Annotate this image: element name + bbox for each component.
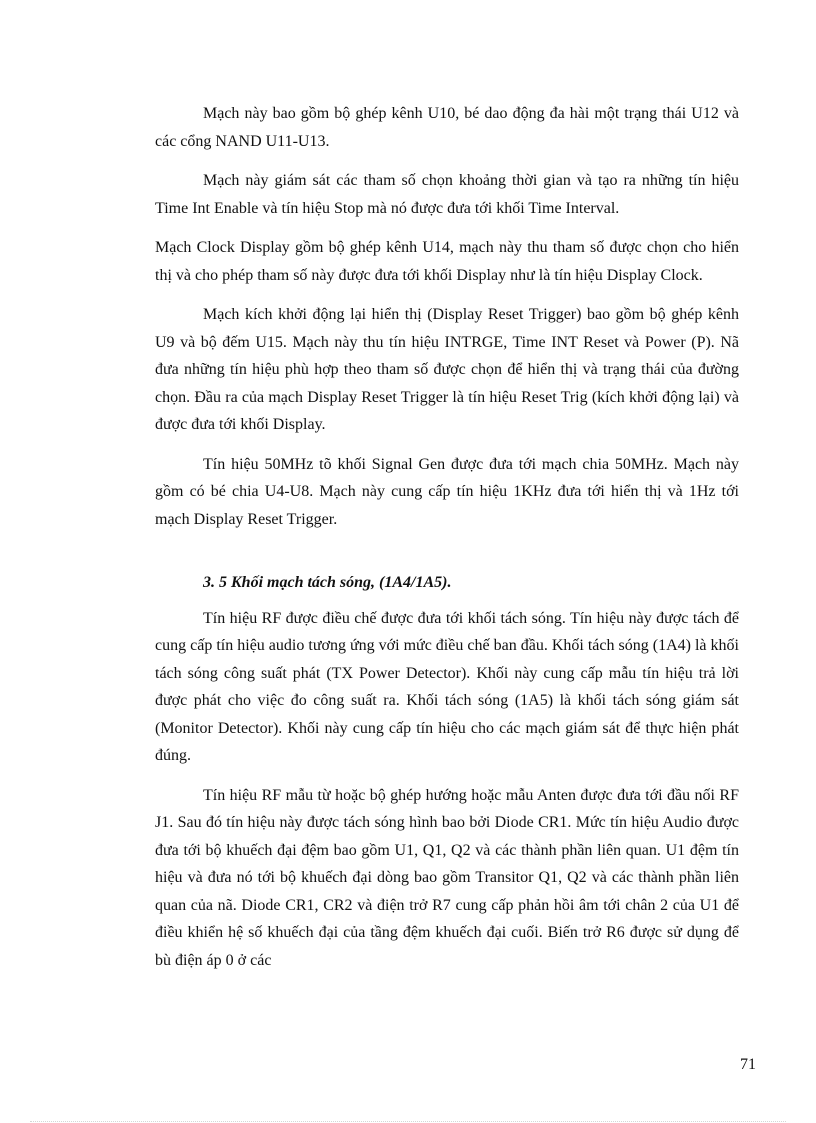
document-page	[155, 100, 739, 986]
paragraph-clock-display: Mạch Clock Display gồm bộ ghép kênh U14, mạch này thu tham số được chọn cho hiển thị và cho phép tham số này được đưa tới khối Display như là tín hiệu Display Clock.	[155, 239, 739, 284]
paragraph-50mhz-divider: Tín hiệu 50MHz tõ khối Signal Gen được đưa tới mạch chia 50MHz. Mạch này gồm có bé chia U4-U8. Mạch này cung cấp tín hiệu 1KHz đưa tới hiển thị và 1Hz tới mạch Display Reset Trigger.	[155, 455, 739, 528]
paragraph-display-reset-trigger: Mạch kích khởi động lại hiển thị (Display Reset Trigger) bao gồm bộ ghép kênh U9 và bộ đếm U15. Mạch này thu tín hiệu INTRGE, Time INT Reset và Power (P). Nã đưa những tín hiệu phù hợp theo tham số được chọn để hiển thị và trạng thái của đường chọn. Đầu ra của mạch Display Reset Trigger là tín hiệu Reset Trig (kích khởi động lại) và được đưa tới khối Display.	[155, 306, 739, 433]
paragraph-rf-sample: Tín hiệu RF mẫu từ hoặc bộ ghép hướng hoặc mẫu Anten được đưa tới đầu nối RF J1. Sau đó tín hiệu này được tách sóng hình bao bởi Diode CR1. Mức tín hiệu Audio được đưa tới bộ khuếch đại đệm bao gồm U1, Q1, Q2 và các thành phần liên quan. U1 đệm tín hiệu và đưa nó tới bộ khuếch đại dòng bao gồm Transitor Q1, Q2 và các thành phần liên quan của nã. Diode CR1, CR2 và điện trở R7 cung cấp phản hồi âm tới chân 2 của U1 để điều khiển hệ số khuếch đại của tầng đệm khuếch đại cuối. Biến trở R6 được sử dụng để bù điện áp 0 ở các	[155, 786, 739, 969]
paragraph-u10-description: Mạch này bao gồm bộ ghép kênh U10, bé dao động đa hài một trạng thái U12 và các cổng NAND U11-U13.	[155, 105, 739, 150]
page-number: 71	[740, 1056, 756, 1073]
bottom-divider	[30, 1121, 786, 1122]
paragraph-time-interval: Mạch này giám sát các tham số chọn khoảng thời gian và tạo ra những tín hiệu Time Int Enable và tín hiệu Stop mà nó được đưa tới khối Time Interval.	[155, 172, 739, 217]
section-heading: 3. 5 Khối mạch tách sóng, (1A4/1A5).	[203, 574, 452, 591]
paragraph-rf-detector: Tín hiệu RF được điều chế được đưa tới khối tách sóng. Tín hiệu này được tách để cung cấp tín hiệu audio tương ứng với mức điều chế ban đầu. Khối tách sóng (1A4) là khối tách sóng công suất phát (TX Power Detector). Khối này cung cấp mẫu tín hiệu trả lời được phát cho việc đo công suất ra. Khối tách sóng (1A5) là khối tách sóng giám sát (Monitor Detector). Khối này cung cấp tín hiệu cho các mạch giám sát để thực hiện phát đúng.	[155, 609, 739, 764]
